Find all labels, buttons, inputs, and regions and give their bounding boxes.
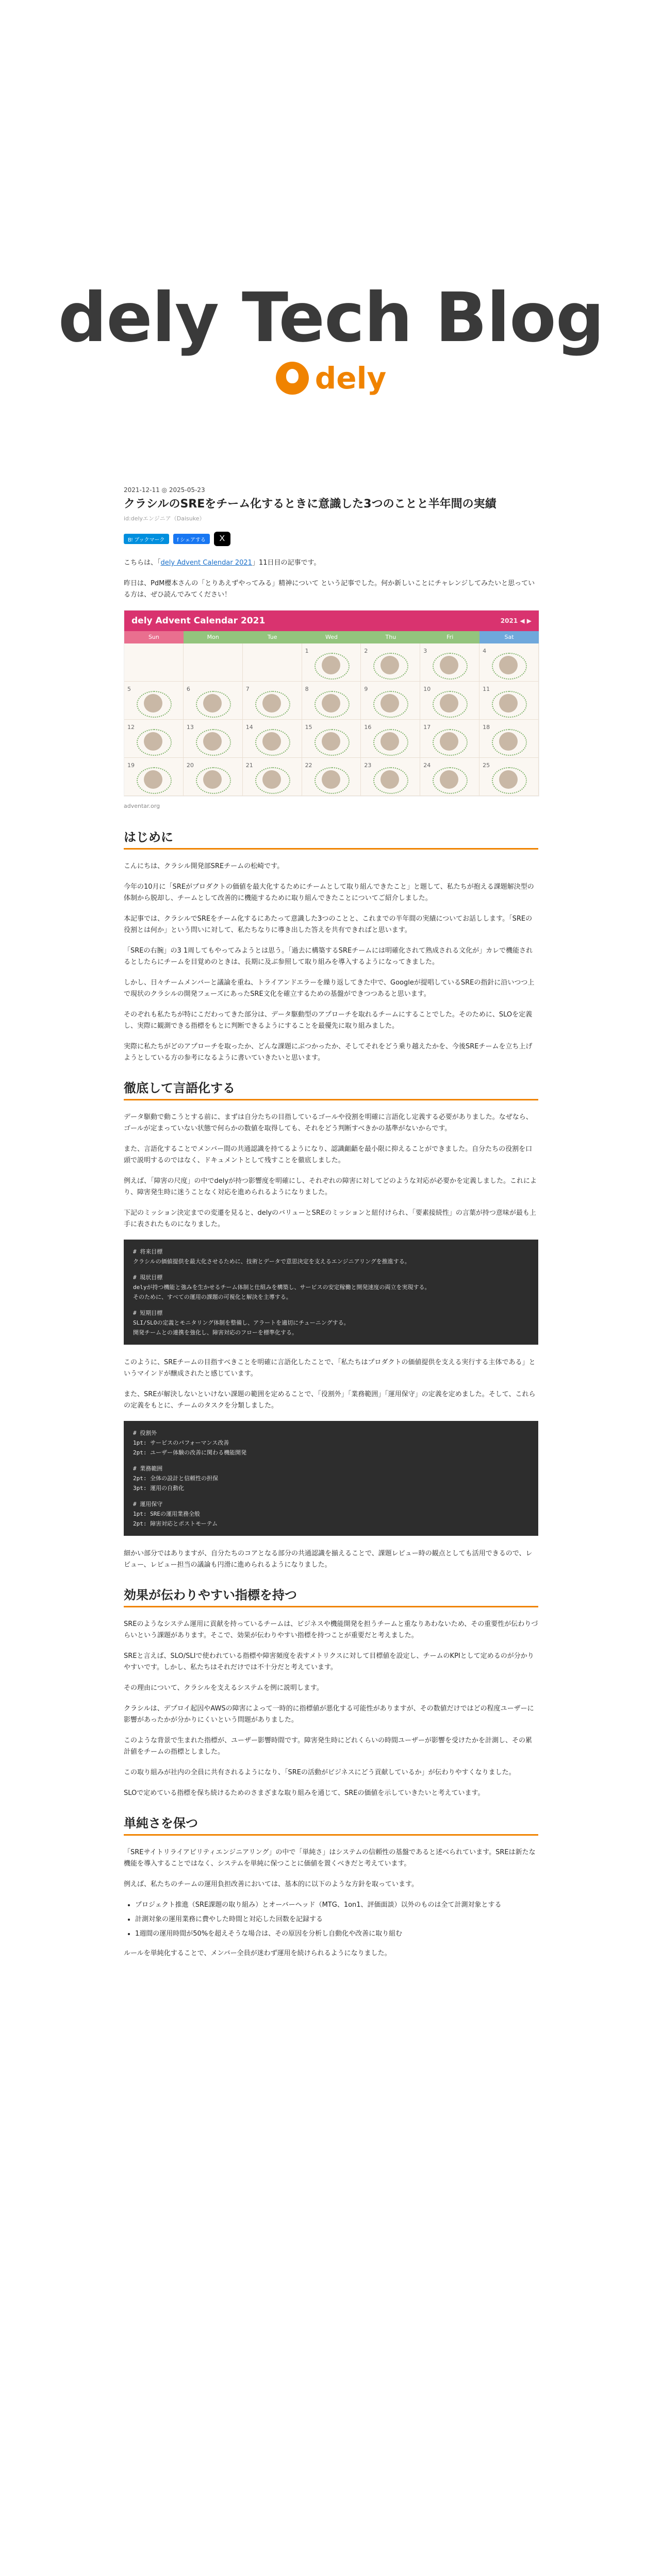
author-avatar[interactable] (203, 694, 222, 713)
dely-logo-text: dely (315, 361, 387, 396)
calendar-day-cell[interactable] (184, 682, 243, 720)
author-avatar[interactable] (144, 694, 162, 713)
author-avatar[interactable] (203, 732, 222, 751)
calendar-day-cell[interactable] (302, 720, 361, 758)
calendar-day-cell[interactable] (479, 720, 539, 758)
calendar-day-number: 2 (364, 648, 368, 654)
author-avatar[interactable] (322, 694, 340, 713)
paragraph: また、SREが解決しないといけない課題の範囲を定めることで、「役割外」「業務範囲」「運用保守」の定義を定めました。そして、これらの定義をもとに、チームのタスクを分類しました。 (124, 1391, 536, 1410)
calendar-day-cell[interactable] (361, 682, 420, 720)
calendar-day-number: 23 (364, 762, 372, 769)
calendar-day-number: 14 (245, 724, 253, 731)
facebook-share-button[interactable]: f シェアする (173, 534, 210, 544)
section-heading: 効果が伝わりやすい指標を持つ (124, 1589, 538, 1607)
calendar-day-number: 24 (423, 762, 431, 769)
paragraph: 細かい部分ではありますが、自分たちのコアとなる部分の共通認識を揃えることで、課題レビュー時の観点としても活用できるので、レビュー、レビュー担当の議論も円滑に進められるようになりました。 (124, 1550, 533, 1569)
code-block-section: # 業務範囲 2pt: 全体の設計と信頼性の担保 3pt: 運用の自動化 (133, 1465, 219, 1492)
calendar-day-number: 9 (364, 686, 368, 692)
dely-logo-icon (276, 362, 309, 395)
author-avatar[interactable] (262, 732, 281, 751)
author-avatar[interactable] (322, 656, 340, 674)
author-avatar[interactable] (144, 770, 162, 789)
paragraph: また、言語化することでメンバー間の共通認識を持てるようになり、認識齟齬を最小限に抑えることができました。自分たちの役割を口頭で説明するのではなく、ドキュメントとして残すことを徹底しました。 (124, 1145, 533, 1164)
paragraph: SLOで定めている指標を保ち続けるためのさまざまな取り組みを通じて、SREの価値を示していきたいと考えています。 (124, 1789, 485, 1797)
calendar-day-number: 17 (423, 724, 431, 731)
calendar-day-number: 21 (245, 762, 253, 769)
code-block-section: # 将来目標 クラシルの価値提供を最大化させるために、技術とデータで意思決定を支えるエンジニアリングを推進する。 (133, 1248, 410, 1265)
paragraph: SREのようなシステム運用に貢献を持っているチームは、ビジネスや機能開発を担うチームと重なりあわないため、その重要性が伝わりづらいという課題があります。そこで、効果が伝わりやすい指標を持つことが重要だと考えました。 (124, 1620, 538, 1639)
author-avatar[interactable] (499, 694, 518, 713)
calendar-day-cell[interactable] (243, 682, 302, 720)
paragraph: SREと言えば、SLO/SLIで使われている指標や障害頻度を表すメトリクスに対して目標値を設定し、チームのKPIとして定めるのが分かりやすいです。しかし、私たちはそれだけでは不十分だと考えています。 (124, 1652, 534, 1671)
author-avatar[interactable] (144, 732, 162, 751)
paragraph: ルールを単純化することで、メンバー全員が迷わず運用を続けられるようになりました。 (124, 1950, 391, 1957)
post-author[interactable]: id:delyエンジニア（Daisuke） (124, 515, 205, 522)
calendar-day-number: 8 (305, 686, 309, 692)
list-item: • 計測対象の運用業務に費やした時間と対応した回数を記録する (135, 1914, 538, 1925)
intro-paragraph: こちらは、「dely Advent Calendar 2021」11日目の記事です。 (124, 559, 321, 567)
calendar-weekday: Sat (479, 631, 539, 643)
paragraph: そのぞれも私たちが特にこだわってきた部分は、データ駆動型のアプローチを取れるチームにすることでした。そのために、SLOを定義し、実際に観測できる指標をもとに判断できるようにすることを最優先に取り組みました。 (124, 1011, 533, 1030)
calendar-day-number: 5 (127, 686, 131, 692)
paragraph: このような背景で生まれた指標が、ユーザー影響時間です。障害発生時にどれくらいの時間ユーザーが影響を受けたかを計測し、その累計値をチームの指標としました。 (124, 1737, 532, 1756)
calendar-day-number: 3 (423, 648, 427, 654)
intro-paragraph: 昨日は、PdM櫻本さんの「とりあえずやってみる」精神について という記事でした。何か新しいことにチャレンジしてみたいと思っている方は、ぜひ読んでみてください！ (124, 580, 535, 599)
calendar-nav[interactable]: 2021 ◀ ▶ (500, 617, 532, 624)
calendar-source-link[interactable]: adventar.org (124, 803, 160, 809)
section-heading: 徹底して言語化する (124, 1082, 538, 1100)
article-sections (124, 832, 538, 1959)
advent-calendar-embed[interactable] (124, 610, 539, 796)
calendar-day-cell[interactable] (479, 682, 539, 720)
calendar-day-number: 4 (483, 648, 487, 654)
hatena-bookmark-button[interactable]: B! ブックマーク (124, 534, 169, 544)
calendar-day-number: 11 (483, 686, 490, 692)
code-block-section: # 役割外 1pt: サービスのパフォーマンス改善 2pt: ユーザー体験の改善に関わる機能開発 (133, 1430, 247, 1456)
calendar-day-cell[interactable] (302, 758, 361, 796)
calendar-day-cell[interactable] (184, 720, 243, 758)
author-avatar[interactable] (499, 656, 518, 674)
paragraph: このように、SREチームの目指すべきことを明確に言語化したことで、「私たちはプロダクトの価値提供を支える実行する主体である」というマインドが醸成されたと感じています。 (124, 1359, 536, 1378)
calendar-day-cell[interactable] (243, 720, 302, 758)
calendar-day-cell[interactable] (184, 758, 243, 796)
blog-header (0, 0, 662, 453)
author-avatar[interactable] (322, 770, 340, 789)
calendar-day-number: 20 (186, 762, 194, 769)
paragraph: 「SREの右腕」の3 1周してもやってみようとは思う。「過去に構築するSREチームには明確化されて熟成される文化が」カレで機能されるとしたらにチームを目覚めのときは、長期に及ぶ参照して取り組みを導入するようになってきました。 (124, 947, 533, 966)
section-heading: 単純さを保つ (124, 1818, 538, 1836)
calendar-grid (124, 643, 539, 796)
author-avatar[interactable] (203, 770, 222, 789)
paragraph: 実際に私たちがどのアプローチを取ったか、どんな課題にぶつかったか、そしてそれをどう乗り越えたかを、今後SREチームを立ち上げようとしている方の参考になるように書いていきたいと思います。 (124, 1043, 533, 1062)
code-block (124, 1240, 538, 1345)
paragraph: 例えば、私たちのチームの運用負担改善においては、基本的に以下のような方針を取っています。 (124, 1880, 418, 1888)
calendar-day-cell[interactable] (420, 720, 479, 758)
paragraph: 例えば、「障害の尺度」の中でdelyが持つ影響度を明確にし、それぞれの障害に対してどのような対応が必要かを定義しました。これにより、障害発生時に迷うことなく対応を進められるようになりました。 (124, 1177, 537, 1196)
calendar-day-cell[interactable] (420, 758, 479, 796)
calendar-day-cell (243, 643, 302, 682)
code-block-section: # 運用保守 1pt: SREの運用業務全般 2pt: 障害対応とポストモーテム (133, 1501, 218, 1527)
calendar-weekday: Wed (302, 631, 361, 643)
calendar-day-number: 13 (186, 724, 194, 731)
paragraph: クラシルは、デプロイ起因やAWSの障害によって一時的に指標値が悪化する可能性がありますが、その数値だけではどの程度ユーザーに影響があったかが分かりにくいという問題がありました。 (124, 1705, 534, 1724)
paragraph: 本記事では、クラシルでSREをチーム化するにあたって意識した3つのことと、これまでの半年間の実績についてお話しします。「SREの役割とは何か」という問いに対して、私たちなりに導き出した答えを共有できればと思います。 (124, 915, 533, 934)
calendar-day-cell[interactable] (124, 720, 184, 758)
dely-logo[interactable] (0, 361, 662, 396)
advent-calendar-link[interactable]: dely Advent Calendar 2021 (160, 559, 252, 567)
calendar-day-cell (184, 643, 243, 682)
calendar-day-cell[interactable] (302, 682, 361, 720)
calendar-day-cell[interactable] (361, 720, 420, 758)
calendar-weekdays (124, 631, 539, 643)
calendar-weekday: Tue (243, 631, 302, 643)
calendar-day-number: 6 (186, 686, 190, 692)
code-block-section: # 現状目標 delyが持つ機能と強みを生かせるチーム体制と仕組みを構築し、サービスの安定稼働と開発速度の両立を実現する。 そのために、すべての運用の課題の可視化と解決を主導する。 (133, 1274, 431, 1300)
post-date: 2021-12-11 ◎ 2025-05-23 (124, 486, 205, 494)
calendar-day-number: 10 (423, 686, 431, 692)
paragraph: しかし、日々チームメンバーと議論を重ね、トライアンドエラーを繰り返してきた中で、Googleが提唱しているSREの指針に沿いつつ上で現状のクラシルの開発フェーズにあったSRE文化を確立するための基盤ができつつあると思います。 (124, 979, 535, 998)
calendar-weekday: Fri (420, 631, 479, 643)
calendar-day-number: 25 (483, 762, 490, 769)
calendar-day-number: 18 (483, 724, 490, 731)
calendar-weekday: Thu (361, 631, 420, 643)
calendar-day-cell[interactable] (420, 682, 479, 720)
calendar-title: dely Advent Calendar 2021 (131, 616, 266, 626)
list-item: • プロジェクト推進（SRE課題の取り組み）とオーバーヘッド（MTG、1on1、評価面談）以外のものは全て計測対象とする (135, 1900, 538, 1911)
calendar-day-number: 22 (305, 762, 312, 769)
calendar-day-cell[interactable] (302, 643, 361, 682)
calendar-day-number: 19 (127, 762, 135, 769)
code-block (124, 1421, 538, 1536)
x-share-button[interactable]: X (214, 532, 230, 546)
paragraph: 下記のミッション決定までの変遷を見ると、delyのバリューとSREのミッションと紐付けられ、「要素接続性」の言葉が持つ意味が最も上手に表されたものになりました。 (124, 1209, 536, 1228)
paragraph: 今年の10月に「SREがプロダクトの価値を最大化するためにチームとして取り組んできたこと」と題して、私たちが抱える課題解決型の体制から脱却し、チームとして改善的に機能するために取り組んできたことについてご紹介しました。 (124, 883, 534, 902)
calendar-weekday: Sun (124, 631, 184, 643)
calendar-weekday: Mon (184, 631, 243, 643)
calendar-day-cell[interactable] (479, 758, 539, 796)
calendar-day-cell[interactable] (479, 643, 539, 682)
calendar-day-number: 16 (364, 724, 372, 731)
calendar-day-cell[interactable] (124, 682, 184, 720)
calendar-day-number: 15 (305, 724, 312, 731)
calendar-day-number: 1 (305, 648, 309, 654)
paragraph: データ駆動で動こうとする前に、まずは自分たちの目指しているゴールや役割を明確に言語化し定義する必要がありました。なぜなら、ゴールが定まっていない状態で何らかの数値を取得しても、それをどう判断すべきかの基準がないからです。 (124, 1113, 533, 1132)
bullet-list (124, 1900, 538, 1940)
code-block-section: # 短期目標 SLI/SLOの定義とモニタリング体制を整備し、アラートを適切にチューニングする。 開発チームとの連携を強化し、障害対応のフローを標準化する。 (133, 1310, 350, 1336)
calendar-day-number: 12 (127, 724, 135, 731)
calendar-day-cell[interactable] (420, 643, 479, 682)
paragraph: その理由について、クラシルを支えるシステムを例に説明します。 (124, 1684, 323, 1692)
calendar-header (124, 611, 539, 631)
author-avatar[interactable] (499, 770, 518, 789)
calendar-day-cell (124, 643, 184, 682)
author-avatar[interactable] (262, 770, 281, 789)
paragraph: この取り組みが社内の全員に共有されるようになり、「SREの活動がビジネスにどう貢献しているか」が伝わりやすくなりました。 (124, 1769, 516, 1776)
author-avatar[interactable] (262, 694, 281, 713)
calendar-day-cell[interactable] (361, 643, 420, 682)
post-title[interactable]: クラシルのSREをチーム化するときに意識した3つのことと半年間の実績 (124, 498, 496, 511)
paragraph: 「SREサイトリライアビリティエンジニアリング」の中で「単純さ」はシステムの信頼性の基盤であると述べられています。SREは新たな機能を導入することではなく、システムを単純に保つことに価値を置くべきだと考えています。 (124, 1849, 536, 1868)
share-buttons (124, 532, 538, 546)
calendar-day-cell[interactable] (361, 758, 420, 796)
paragraph: こんにちは、クラシル開発部SREチームの松崎です。 (124, 862, 284, 870)
blog-title[interactable]: dely Tech Blog (58, 278, 604, 358)
author-avatar[interactable] (322, 732, 340, 751)
list-item: • 1週間の運用時間が50%を超えそうな場合は、その原因を分析し自動化や改善に取り組む (135, 1928, 538, 1940)
calendar-day-cell[interactable] (243, 758, 302, 796)
article (124, 484, 538, 1969)
section-heading: はじめに (124, 832, 538, 850)
author-avatar[interactable] (499, 732, 518, 751)
calendar-day-cell[interactable] (124, 758, 184, 796)
calendar-day-number: 7 (245, 686, 250, 692)
